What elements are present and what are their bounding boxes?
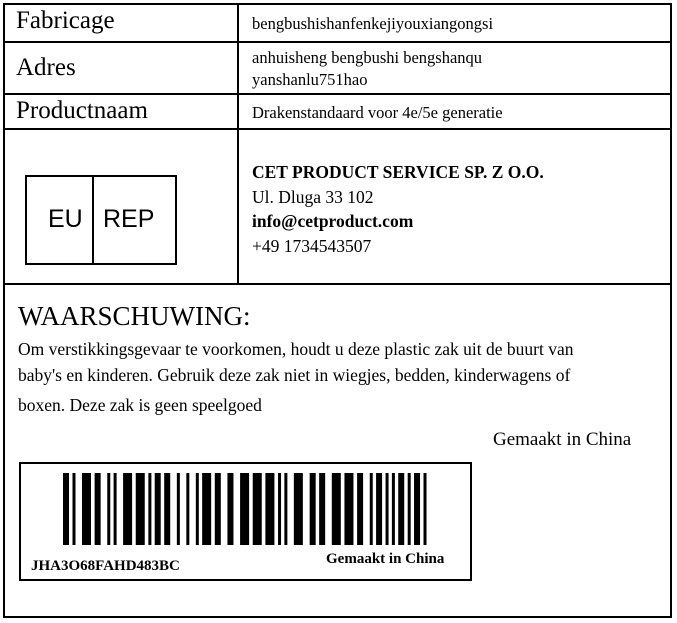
column-divider (237, 5, 239, 285)
made-in-china-text: Gemaakt in China (493, 429, 632, 450)
product-name-value: Drakenstandaard voor 4e/5e generatie (252, 103, 503, 122)
barcode-bar (284, 473, 287, 545)
eu-rep-left: EU (48, 205, 83, 233)
eu-rep-email: info@cetproduct.com (252, 211, 414, 231)
barcode-image (63, 473, 433, 545)
manufacturer-label: Fabricage (16, 7, 115, 34)
barcode-bar (386, 473, 389, 545)
barcode-bar (136, 473, 145, 545)
barcode-bar (240, 473, 249, 545)
address-value-line1: anhuisheng bengbushi bengshanqu (252, 48, 483, 67)
warning-line-1: Om verstikkingsgevaar te voorkomen, houdt u deze plastic zak uit de buurt van (18, 339, 574, 359)
warning-line-2: baby's en kinderen. Gebruik deze zak niet in wiegjes, bedden, kinderwagens of (18, 365, 571, 385)
divider (5, 128, 670, 130)
divider (5, 93, 670, 95)
warning-heading: WAARSCHUWING: (18, 301, 251, 331)
barcode-bar (424, 473, 427, 545)
barcode-bar (114, 473, 117, 545)
barcode-bar (72, 473, 75, 545)
eu-rep-right: REP (103, 205, 155, 233)
badge-divider (92, 177, 94, 263)
barcode-bar (107, 473, 110, 545)
barcode-bar (319, 473, 325, 545)
barcode-bar (408, 473, 411, 545)
barcode-bar (215, 473, 221, 545)
barcode-bar (227, 473, 233, 545)
barcode-bar (398, 473, 404, 545)
barcode-bar (63, 473, 69, 545)
eu-rep-badge (25, 175, 177, 265)
address-value-line2: yanshanlu751hao (252, 70, 368, 89)
barcode-bar (332, 473, 341, 545)
barcode-code: JHA3O68FAHD483BC (31, 558, 180, 574)
barcode-bar (164, 473, 170, 545)
barcode-bar (123, 473, 132, 545)
barcode-bar (357, 473, 363, 545)
barcode-bar (278, 473, 281, 545)
barcode-made-in: Gemaakt in China (326, 551, 445, 567)
barcode-bar (186, 473, 189, 545)
barcode-bar (376, 473, 382, 545)
eu-rep-street: Ul. Dluga 33 102 (252, 187, 374, 207)
barcode-bar (95, 473, 101, 545)
barcode-bar (177, 473, 180, 545)
barcode-bar (414, 473, 420, 545)
barcode-label (19, 462, 472, 581)
address-label: Adres (16, 54, 76, 81)
product-label (3, 3, 672, 618)
barcode-bar (310, 473, 316, 545)
barcode-bar (265, 473, 274, 545)
barcode-bar (370, 473, 373, 545)
manufacturer-value: bengbushishanfenkejiyouxiangongsi (252, 14, 494, 33)
barcode-bar (294, 473, 303, 545)
barcode-bar (202, 473, 211, 545)
barcode-bar (253, 473, 262, 545)
barcode-bar (344, 473, 353, 545)
barcode-bar (148, 473, 151, 545)
eu-rep-company: CET PRODUCT SERVICE SP. Z O.O. (252, 162, 544, 182)
eu-rep-phone: +49 1734543507 (252, 236, 372, 256)
warning-line-3: boxen. Deze zak is geen speelgoed (18, 395, 262, 415)
barcode-bar (82, 473, 91, 545)
product-name-label: Productnaam (16, 97, 148, 124)
divider (5, 41, 670, 43)
barcode-bar (155, 473, 161, 545)
divider (5, 283, 670, 285)
barcode-bar (392, 473, 395, 545)
barcode-bar (196, 473, 199, 545)
